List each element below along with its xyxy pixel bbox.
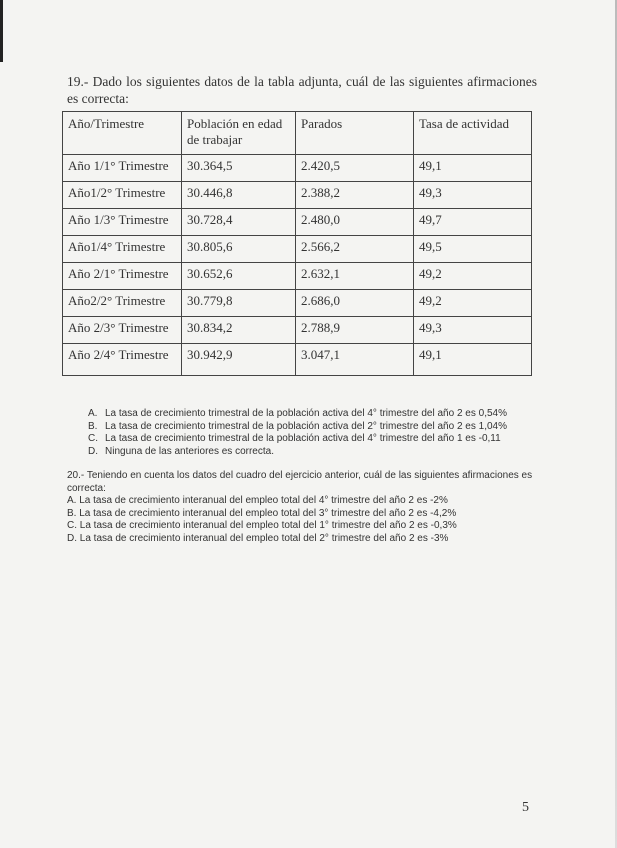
table-cell: 49,7 — [414, 209, 532, 236]
option-d: D. La tasa de crecimiento interanual del empleo total del 2° trimestre del año 2 es -3% — [67, 532, 449, 544]
table-cell: 30.942,9 — [182, 344, 296, 376]
table-header-row — [63, 112, 532, 155]
option-letter: B. — [88, 420, 98, 432]
table-cell: 49,2 — [414, 290, 532, 317]
table-cell: Año1/2° Trimestre — [63, 182, 182, 209]
option-a — [88, 408, 507, 421]
question-19-title: 19.- Dado los siguientes datos de la tabla adjunta, cuál de las siguientes afirmaciones es correcta: — [67, 74, 537, 106]
table-cell: 2.420,5 — [296, 155, 414, 182]
table-cell: 49,3 — [414, 182, 532, 209]
table-cell: 2.632,1 — [296, 263, 414, 290]
question-19-options — [88, 408, 507, 458]
table-cell: Año 1/3° Trimestre — [63, 209, 182, 236]
page-number: 5 — [522, 800, 529, 815]
table-cell: Año 2/4° Trimestre — [63, 344, 182, 376]
option-c: C. La tasa de crecimiento interanual del empleo total del 1° trimestre del año 2 es -0,3% — [67, 520, 457, 531]
table-cell: 2.788,9 — [296, 317, 414, 344]
data-table — [62, 111, 532, 376]
table-cell: 30.652,6 — [182, 263, 296, 290]
table-cell: Año 2/1° Trimestre — [63, 263, 182, 290]
table-row — [63, 317, 532, 344]
table-cell: 30.446,8 — [182, 182, 296, 209]
table-cell: 30.805,6 — [182, 236, 296, 263]
option-letter: A. — [88, 408, 98, 419]
table-cell: 30.779,8 — [182, 290, 296, 317]
option-text: Ninguna de las anteriores es correcta. — [105, 445, 274, 457]
table-header-cell: Tasa de actividad — [414, 112, 532, 155]
table-cell: 30.834,2 — [182, 317, 296, 344]
option-text: La tasa de crecimiento trimestral de la población activa del 4° trimestre del año 2 es 0,54% — [105, 408, 507, 419]
table-header-cell: Parados — [296, 112, 414, 155]
option-text: La tasa de crecimiento trimestral de la población activa del 2° trimestre del año 2 es 1,04% — [105, 420, 507, 432]
table-row — [63, 155, 532, 182]
table-row — [63, 290, 532, 317]
table-cell: 3.047,1 — [296, 344, 414, 376]
option-c — [88, 433, 507, 446]
question-20-options — [67, 495, 457, 545]
table-cell: Año1/4° Trimestre — [63, 236, 182, 263]
table-cell: 30.364,5 — [182, 155, 296, 182]
table-cell: Año2/2° Trimestre — [63, 290, 182, 317]
option-a: A. La tasa de crecimiento interanual del empleo total del 4° trimestre del año 2 es -2% — [67, 495, 448, 506]
table-cell: 49,2 — [414, 263, 532, 290]
option-text: La tasa de crecimiento trimestral de la población activa del 4° trimestre del año 1 es -0,11 — [105, 433, 501, 444]
table-cell: Año 1/1° Trimestre — [63, 155, 182, 182]
page-edge-left — [0, 0, 3, 62]
table-cell: Año 2/3° Trimestre — [63, 317, 182, 344]
table-cell: 2.686,0 — [296, 290, 414, 317]
table-cell: 49,1 — [414, 155, 532, 182]
question-20-title: 20.- Teniendo en cuenta los datos del cuadro del ejercicio anterior, cuál de las siguientes afirmaciones es correcta: — [67, 470, 533, 494]
table-cell: 49,3 — [414, 317, 532, 344]
table-row — [63, 236, 532, 263]
table-cell: 30.728,4 — [182, 209, 296, 236]
table-row — [63, 209, 532, 236]
option-letter: D. — [88, 445, 98, 457]
table-row — [63, 263, 532, 290]
table-cell: 49,1 — [414, 344, 532, 376]
table-header-cell: Año/Trimestre — [63, 112, 182, 155]
table-header-cell: Población en edad de trabajar — [182, 112, 296, 155]
table-cell: 2.480,0 — [296, 209, 414, 236]
table-row — [63, 182, 532, 209]
table-cell: 49,5 — [414, 236, 532, 263]
table-cell: 2.388,2 — [296, 182, 414, 209]
option-d — [88, 446, 507, 459]
table-cell: 2.566,2 — [296, 236, 414, 263]
option-b — [88, 421, 507, 434]
option-b: B. La tasa de crecimiento interanual del empleo total del 3° trimestre del año 2 es -4,2% — [67, 507, 457, 519]
table-row — [63, 344, 532, 376]
option-letter: C. — [88, 433, 98, 444]
